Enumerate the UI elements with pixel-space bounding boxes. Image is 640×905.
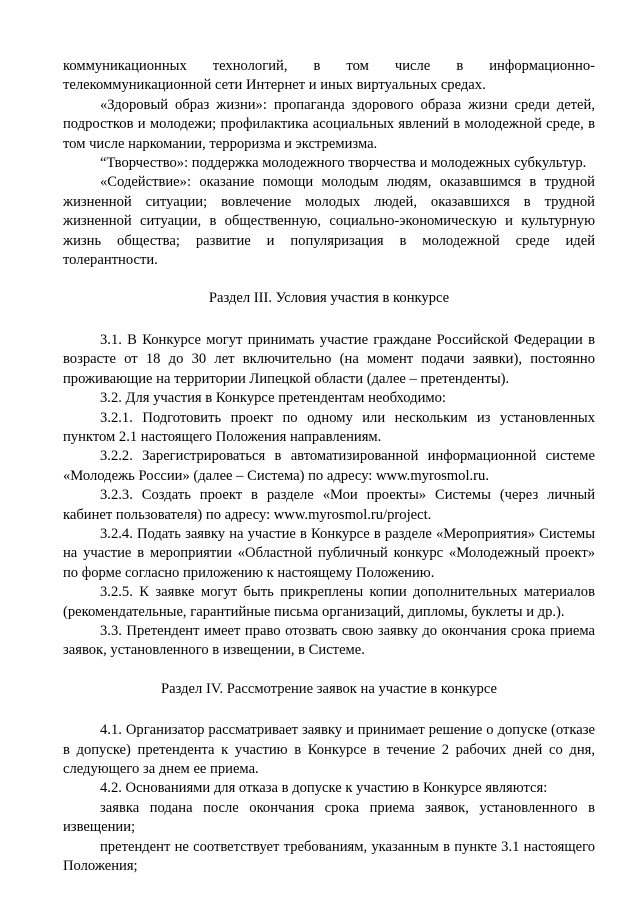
paragraph: “Творчество»: поддержка молодежного творчества и молодежных субкультур. — [100, 155, 587, 172]
paragraph: 4.1. Организатор рассматривает заявку и принимает решение о допуске (отказе в допуске) претендента к участию в Конкурсе в течение 2 рабочих дней со дня, следующего за днем ее приема. — [63, 722, 595, 777]
paragraph: 4.2. Основаниями для отказа в допуске к участию в Конкурсе являются: — [100, 780, 548, 797]
paragraph: заявка подана после окончания срока приема заявок, установленного в извещении; — [63, 799, 595, 836]
paragraph: 3.3. Претендент имеет право отозвать свою заявку до окончания срока приема заявок, установленного в извещении, в Системе. — [63, 622, 595, 659]
paragraph: «Содействие»: оказание помощи молодым людям, оказавшимся в трудной жизненной ситуации; вовлечение молодых людей, оказавшихся в трудной жизненной ситуации, в общественную, социально-экономическую и культурную жизнь общества; развитие и популяризация в молодежной среде идей толерантности. — [63, 174, 595, 269]
section-heading: Раздел IV. Рассмотрение заявок на участие в конкурсе — [161, 680, 497, 697]
paragraph: 3.2.3. Создать проект в разделе «Мои проекты» Системы (через личный кабинет пользователя) по адресу: www.myrosmol.ru/project. — [63, 487, 595, 523]
paragraph: «Здоровый образ жизни»: пропаганда здорового образа жизни среди детей, подростков и молодежи; профилактика асоциальных явлений в молодежной среде, в том числе наркомании, терроризма и экстремизма. — [63, 96, 595, 152]
paragraph: 3.2. Для участия в Конкурсе претендентам необходимо: — [100, 390, 446, 407]
paragraph: 3.2.2. Зарегистрироваться в автоматизированной информационной системе «Молодежь России» (далее – Система) по адресу: www.myrosmol.ru. — [63, 448, 595, 484]
section-heading: Раздел III. Условия участия в конкурсе — [208, 290, 450, 307]
paragraph: претендент не соответствует требованиям, указанным в пункте 3.1 настоящего Положения; — [63, 838, 595, 875]
paragraph: коммуникационных технологий, в том числе в информационно-телекоммуникационной сети Интернет и иных виртуальных средах. — [63, 58, 595, 94]
paragraph: 3.1. В Конкурсе могут принимать участие граждане Российской Федерации в возрасте от 18 до 30 лет включительно (на момент подачи заявки), постоянно проживающие на территории Липецкой области (далее – претенденты). — [63, 331, 595, 387]
paragraph: 3.2.4. Подать заявку на участие в Конкурсе в разделе «Мероприятия» Системы на участие в мероприятии «Областной публичный конкурс «Молодежный проект» по форме согласно приложению к настоящему Положению. — [63, 525, 595, 581]
paragraph: 3.2.5. К заявке могут быть прикреплены копии дополнительных материалов (рекомендательные, гарантийные письма организаций, дипломы, буклеты и др.). — [63, 584, 595, 620]
paragraph: 3.2.1. Подготовить проект по одному или нескольким из установленных пунктом 2.1 настоящего Положения направлениям. — [63, 409, 595, 445]
document-page — [63, 57, 595, 876]
